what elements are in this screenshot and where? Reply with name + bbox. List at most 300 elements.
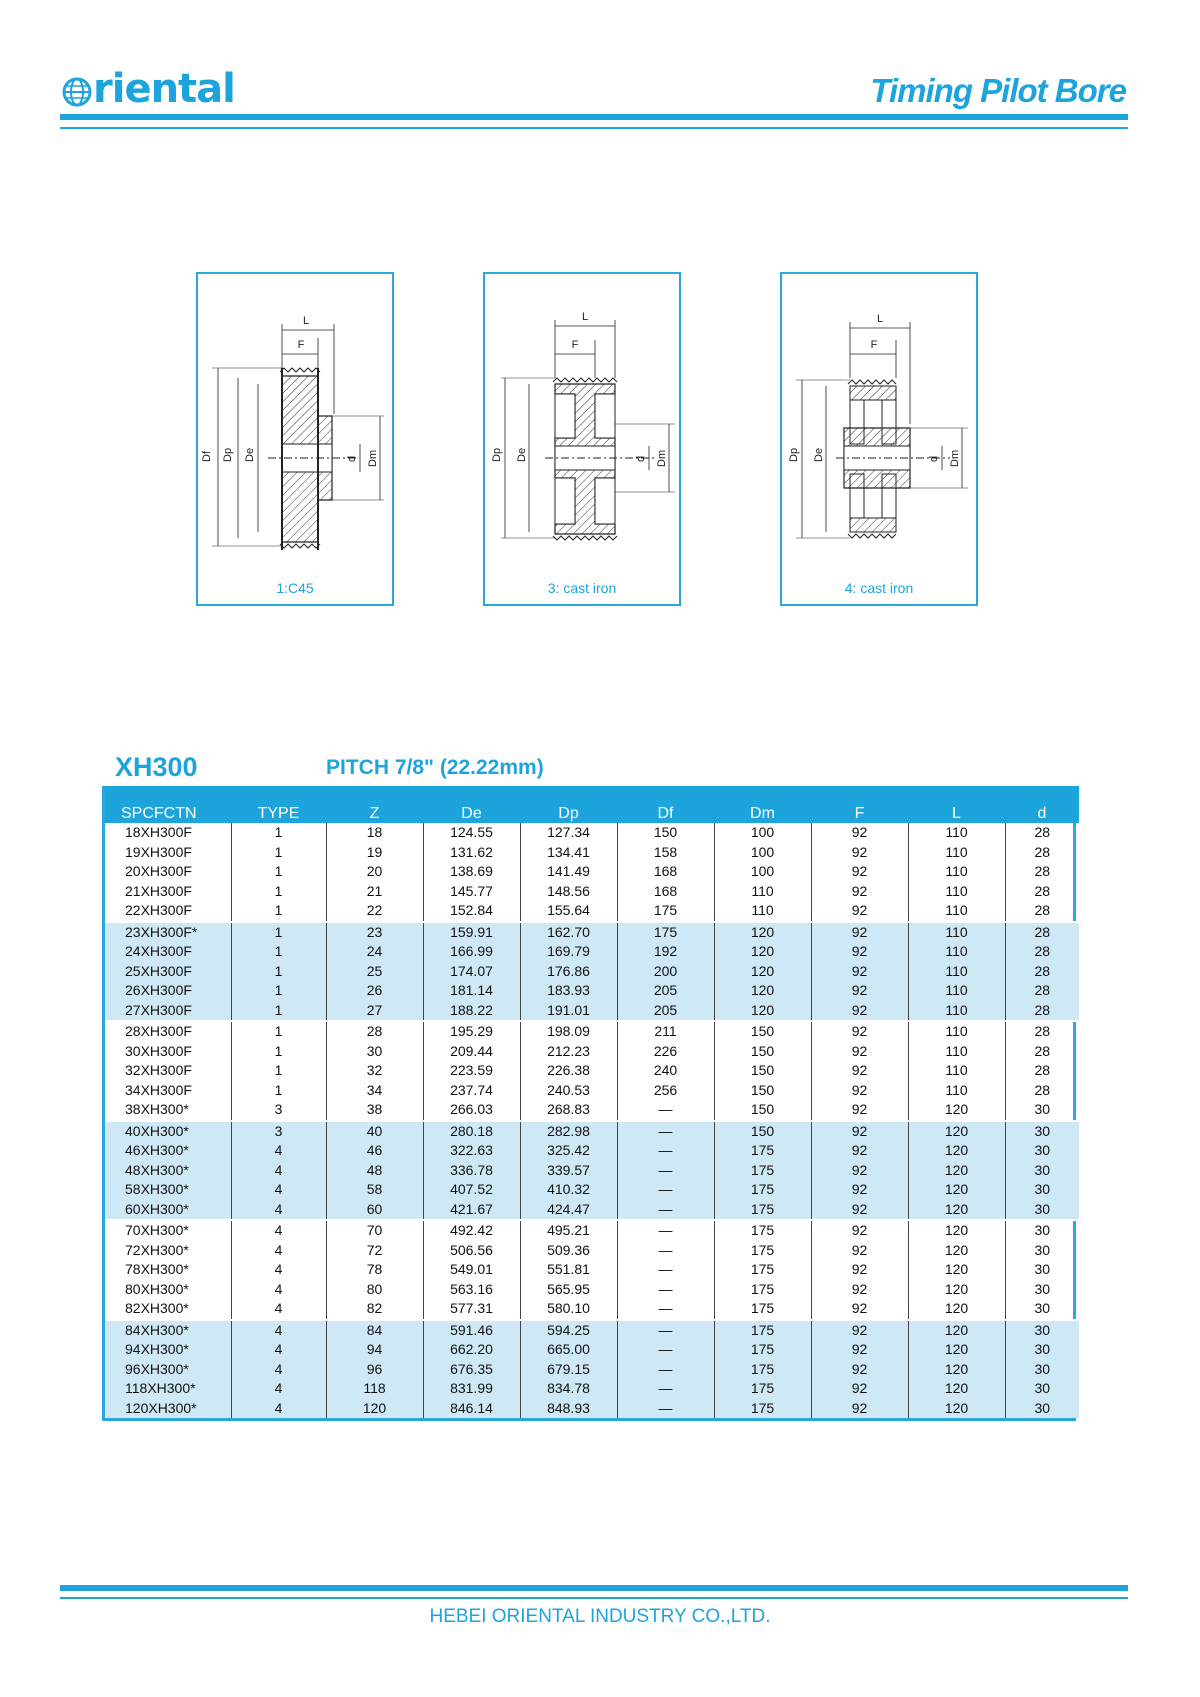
table-cell: 183.93 [520,981,617,1001]
table-cell: 38XH300* [125,1101,189,1117]
table-cell: 92 [811,1141,908,1161]
diagram-caption: 4: cast iron [844,580,914,596]
table-cell: 212.23 [520,1042,617,1062]
table-cell: 120 [714,922,811,943]
table-cell: 48XH300* [105,1161,231,1181]
table-cell: 192 [617,942,714,962]
table-cell: 92 [811,1081,908,1101]
table-cell: 145.77 [423,882,520,902]
table-cell: 92 [811,1200,908,1221]
table-cell: 70XH300* [105,1220,231,1241]
table-cell: 92 [811,862,908,882]
table-cell: 110 [714,882,811,902]
table-cell: 120 [908,1299,1005,1320]
column-header: Df [617,786,714,823]
table-cell: 4 [231,1260,326,1280]
table-cell: 92 [811,1161,908,1181]
table-cell: 92 [811,922,908,943]
table-cell: 84 [326,1320,423,1341]
table-cell: 237.74 [423,1081,520,1101]
table-cell: 175 [617,901,714,922]
table-cell: 110 [908,962,1005,982]
table-cell: 22XH300F [125,902,192,918]
table-cell: 18XH300F [125,824,192,840]
table-cell: 150 [714,1042,811,1062]
table-cell: 120 [908,1280,1005,1300]
table-cell: 110 [908,1001,1005,1022]
spec-table-container [102,786,1076,1421]
table-cell: 28 [1005,981,1079,1001]
table-cell: 21XH300F [125,882,192,899]
table-cell: 25XH300F [105,962,231,982]
table-cell: 120 [908,1161,1005,1181]
table-cell: 110 [908,942,1005,962]
table-cell: 72XH300* [125,1241,189,1258]
table-cell: 30 [1005,1220,1079,1241]
table-cell: 181.14 [423,981,520,1001]
table-cell: 175 [714,1299,811,1320]
table-cell: 92 [811,962,908,982]
table-cell: 28 [1005,942,1079,962]
table-cell: 175 [714,1379,811,1399]
table-cell: 175 [714,1340,811,1360]
table-cell: 110 [714,901,811,922]
table-cell: 676.35 [423,1360,520,1380]
table-cell: 205 [617,1001,714,1022]
table-row [105,922,1079,943]
table-cell: 28 [1005,901,1079,922]
table-cell: 92 [811,1021,908,1042]
table-cell: 495.21 [520,1220,617,1241]
column-header: TYPE [231,786,326,823]
company-logo [62,66,235,112]
table-cell: 120 [326,1399,423,1419]
column-header: Z [326,786,423,823]
table-row [105,1280,1079,1300]
dim-label-De: De [244,447,256,462]
table-cell: 20 [326,862,423,882]
table-row [105,901,1079,922]
table-cell: 118XH300* [105,1379,231,1399]
table-cell: 110 [908,981,1005,1001]
table-cell: — [617,1280,714,1300]
table-cell: 28 [1005,1021,1079,1042]
header-rule-thin [60,127,1128,129]
table-cell: 4 [231,1180,326,1200]
column-header: F [811,786,908,823]
table-cell: 120 [908,1141,1005,1161]
table-cell: 120 [908,1121,1005,1142]
table-cell: 30 [1005,1100,1079,1121]
table-cell: 32 [326,1061,423,1081]
table-cell: 175 [714,1320,811,1341]
dim-label-Dp: Dp [788,447,800,462]
table-cell: 70 [326,1220,423,1241]
table-cell: 580.10 [520,1299,617,1320]
table-cell: 195.29 [423,1021,520,1042]
table-cell: 577.31 [423,1299,520,1320]
table-cell: 175 [714,1200,811,1221]
table-cell: 120 [714,942,811,962]
dim-label-Df: Df [201,451,213,462]
table-cell: 94 [326,1340,423,1360]
table-cell: 155.64 [520,901,617,922]
table-cell: 30 [1005,1121,1079,1142]
table-cell: 92 [811,1100,908,1121]
column-header: De [423,786,520,823]
table-cell: 92 [811,1001,908,1022]
table-cell: 92 [811,1042,908,1062]
table-cell: 92 [811,1280,908,1300]
table-cell: 120 [908,1360,1005,1380]
table-cell: 28 [1005,1042,1079,1062]
table-cell: 30 [1005,1241,1079,1261]
table-cell: 205 [617,981,714,1001]
table-cell: 1 [231,962,326,982]
table-cell: 120 [908,1379,1005,1399]
table-cell: 100 [714,843,811,863]
table-cell: 92 [811,1399,908,1419]
table-cell: 46XH300* [105,1141,231,1161]
table-cell: 150 [714,1081,811,1101]
table-row [105,1161,1079,1181]
table-cell: 72 [326,1241,423,1261]
table-row [105,1299,1079,1320]
dim-label-F: F [870,339,878,351]
table-cell: 30 [1005,1299,1079,1320]
table-cell: 120 [908,1180,1005,1200]
dim-label-Dm: Dm [656,449,668,467]
table-row [105,981,1079,1001]
table-cell: 280.18 [423,1121,520,1142]
table-cell: 40XH300* [105,1121,231,1142]
table-cell: 28XH300F [105,1021,231,1042]
table-cell: 410.32 [520,1180,617,1200]
table-cell: 92 [811,1320,908,1341]
table-cell: 175 [714,1280,811,1300]
table-row [105,1121,1079,1142]
table-cell: 256 [617,1081,714,1101]
table-row [105,843,1079,863]
table-cell: 22 [326,901,423,922]
table-cell: 120 [908,1260,1005,1280]
table-cell: 30 [1005,1260,1079,1280]
pitch-label: PITCH 7/8" (22.22mm) [326,756,544,779]
table-cell: 325.42 [520,1141,617,1161]
table-cell: 1 [231,1042,326,1062]
table-cell: 120 [714,962,811,982]
table-cell: 100 [714,862,811,882]
table-row [105,1081,1079,1101]
table-cell: 30XH300F [125,1042,192,1059]
table-cell: 80XH300* [125,1280,189,1297]
table-row [105,1399,1079,1419]
table-cell: 168 [617,882,714,902]
table-cell: 3 [231,1100,326,1121]
table-cell: 4 [231,1399,326,1419]
table-cell: 4 [231,1220,326,1241]
table-cell: 339.57 [520,1161,617,1181]
table-cell: 134.41 [520,843,617,863]
table-cell: 175 [714,1141,811,1161]
table-cell: 565.95 [520,1280,617,1300]
table-cell: 506.56 [423,1241,520,1261]
table-cell: 223.59 [423,1061,520,1081]
table-cell: 32XH300F [125,1062,192,1078]
table-cell: 30 [1005,1180,1079,1200]
table-cell: 120 [714,1001,811,1022]
table-cell: 168 [617,862,714,882]
table-row [105,1001,1079,1022]
table-cell: 1 [231,981,326,1001]
dim-label-De: De [516,447,528,462]
table-cell: 92 [811,1360,908,1380]
table-cell: 110 [908,1081,1005,1101]
table-cell: 110 [908,862,1005,882]
table-cell: 152.84 [423,901,520,922]
table-cell: 150 [714,1121,811,1142]
table-cell: 209.44 [423,1042,520,1062]
table-cell: 110 [908,823,1005,843]
table-cell: 124.55 [423,823,520,843]
table-cell: 18 [326,823,423,843]
table-row [105,1220,1079,1241]
table-cell: — [617,1161,714,1181]
table-row [105,1021,1079,1042]
table-cell: 30 [1005,1280,1079,1300]
table-cell: 3 [231,1121,326,1142]
table-row [105,1379,1079,1399]
table-cell: 175 [714,1220,811,1241]
table-cell: 46 [326,1141,423,1161]
table-cell: 78 [326,1260,423,1280]
table-cell: 60 [326,1200,423,1221]
table-cell: 492.42 [423,1220,520,1241]
table-cell: 1 [231,1001,326,1022]
table-cell: 28 [1005,862,1079,882]
table-cell: 24 [326,942,423,962]
table-row [105,1180,1079,1200]
table-cell: 28 [326,1021,423,1042]
table-cell: 26 [326,981,423,1001]
table-cell: 34 [326,1081,423,1101]
table-cell: 38 [326,1100,423,1121]
table-cell: — [617,1100,714,1121]
table-cell: 4 [231,1379,326,1399]
table-cell: 665.00 [520,1340,617,1360]
table-cell: 58XH300* [105,1180,231,1200]
diagram-type-3 [483,272,681,606]
table-cell: 40 [326,1121,423,1142]
dim-label-d: d [635,455,647,462]
dim-label-Dm: Dm [367,449,379,467]
table-cell: 226 [617,1042,714,1062]
table-cell: 131.62 [423,843,520,863]
dim-label-De: De [813,447,825,462]
table-cell: 1 [231,922,326,943]
table-cell: 28 [1005,823,1079,843]
table-cell: 188.22 [423,1001,520,1022]
table-row [105,862,1079,882]
table-cell: 19 [326,843,423,863]
table-cell: 30 [326,1042,423,1062]
dim-label-d: d [928,455,940,462]
table-cell: 34XH300F [125,1081,192,1098]
table-cell: 162.70 [520,922,617,943]
table-cell: 92 [811,882,908,902]
table-cell: 591.46 [423,1320,520,1341]
table-cell: 159.91 [423,922,520,943]
table-cell: 848.93 [520,1399,617,1419]
table-cell: 120 [908,1200,1005,1221]
table-cell: 127.34 [520,823,617,843]
table-cell: 25 [326,962,423,982]
table-cell: 1 [231,882,326,902]
table-cell: 82 [326,1299,423,1320]
table-cell: 421.67 [423,1200,520,1221]
table-row [105,1360,1079,1380]
table-cell: 138.69 [423,862,520,882]
table-cell: 27 [326,1001,423,1022]
table-cell: — [617,1180,714,1200]
table-cell: 322.63 [423,1141,520,1161]
table-cell: 30 [1005,1200,1079,1221]
page-title: Timing Pilot Bore [870,72,1126,109]
table-row [105,823,1079,843]
table-cell: 92 [811,1061,908,1081]
section-title: XH300 [115,752,198,782]
table-row [105,962,1079,982]
table-cell: — [617,1200,714,1221]
table-cell: 120XH300* [105,1399,231,1419]
dim-label-d: d [346,455,358,462]
table-row [105,942,1079,962]
table-cell: 266.03 [423,1100,520,1121]
table-cell: 120 [908,1320,1005,1341]
table-cell: 551.81 [520,1260,617,1280]
table-row [105,1340,1079,1360]
table-cell: 110 [908,901,1005,922]
table-row [105,1100,1079,1121]
table-cell: 4 [231,1320,326,1341]
table-cell: 30 [1005,1360,1079,1380]
table-cell: 175 [714,1399,811,1419]
table-cell: 92 [811,901,908,922]
table-cell: 120 [908,1340,1005,1360]
table-cell: 110 [908,1021,1005,1042]
table-cell: — [617,1121,714,1142]
table-cell: — [617,1379,714,1399]
table-cell: 200 [617,962,714,982]
footer-rule-thin [60,1597,1128,1599]
table-cell: 1 [231,1061,326,1081]
table-cell: 120 [908,1241,1005,1261]
table-cell: 96XH300* [105,1360,231,1380]
table-cell: 110 [908,843,1005,863]
column-header: SPCFCTN [105,786,231,823]
table-cell: 176.86 [520,962,617,982]
table-cell: 92 [811,1340,908,1360]
table-cell: 110 [908,1042,1005,1062]
table-cell: 198.09 [520,1021,617,1042]
table-cell: 175 [714,1241,811,1261]
table-row [105,1061,1079,1081]
table-cell: 92 [811,843,908,863]
dim-label-Dp: Dp [491,447,503,462]
diagram-type-4 [780,272,978,606]
table-cell: 174.07 [423,962,520,982]
table-cell: 4 [231,1340,326,1360]
table-cell: 28 [1005,922,1079,943]
table-cell: — [617,1340,714,1360]
table-cell: 60XH300* [105,1200,231,1221]
table-cell: 30 [1005,1379,1079,1399]
table-cell: 24XH300F [105,942,231,962]
table-cell: 226.38 [520,1061,617,1081]
dim-label-F: F [571,339,579,351]
table-row [105,1042,1079,1062]
table-cell: 118 [326,1379,423,1399]
table-cell: 282.98 [520,1121,617,1142]
table-body [105,823,1079,1418]
table-cell: 94XH300* [105,1340,231,1360]
table-cell: 92 [811,981,908,1001]
table-cell: 4 [231,1200,326,1221]
table-cell: 594.25 [520,1320,617,1341]
table-header-row [105,786,1079,823]
logo-text: riental [93,66,235,112]
table-cell: 169.79 [520,942,617,962]
table-cell: 1 [231,862,326,882]
table-cell: 268.83 [520,1100,617,1121]
table-cell: 424.47 [520,1200,617,1221]
diagram-caption: 3: cast iron [547,580,617,596]
table-cell: 58 [326,1180,423,1200]
footer-rule-thick [60,1585,1128,1591]
table-cell: 28 [1005,843,1079,863]
table-cell: 4 [231,1280,326,1300]
table-row [105,1241,1079,1261]
table-cell: 30 [1005,1340,1079,1360]
table-cell: 92 [811,942,908,962]
table-cell: 4 [231,1161,326,1181]
table-cell: 92 [811,1241,908,1261]
table-cell: 23XH300F* [105,922,231,943]
table-cell: 1 [231,843,326,863]
table-cell: 509.36 [520,1241,617,1261]
table-cell: 175 [714,1161,811,1181]
column-header: d [1005,786,1079,823]
table-cell: 28 [1005,962,1079,982]
table-header [105,786,1079,823]
table-cell: 158 [617,843,714,863]
column-header: L [908,786,1005,823]
table-cell: 1 [231,942,326,962]
table-cell: 191.01 [520,1001,617,1022]
table-cell: — [617,1320,714,1341]
table-cell: — [617,1241,714,1261]
table-cell: 92 [811,1299,908,1320]
table-cell: 120 [714,981,811,1001]
diagram-type-1 [196,272,394,606]
table-cell: 92 [811,1260,908,1280]
table-cell: 48 [326,1161,423,1181]
dim-label-L: L [302,315,310,327]
table-cell: 28 [1005,1061,1079,1081]
table-cell: 100 [714,823,811,843]
table-cell: 30 [1005,1399,1079,1419]
header-rule-thick [60,114,1128,120]
